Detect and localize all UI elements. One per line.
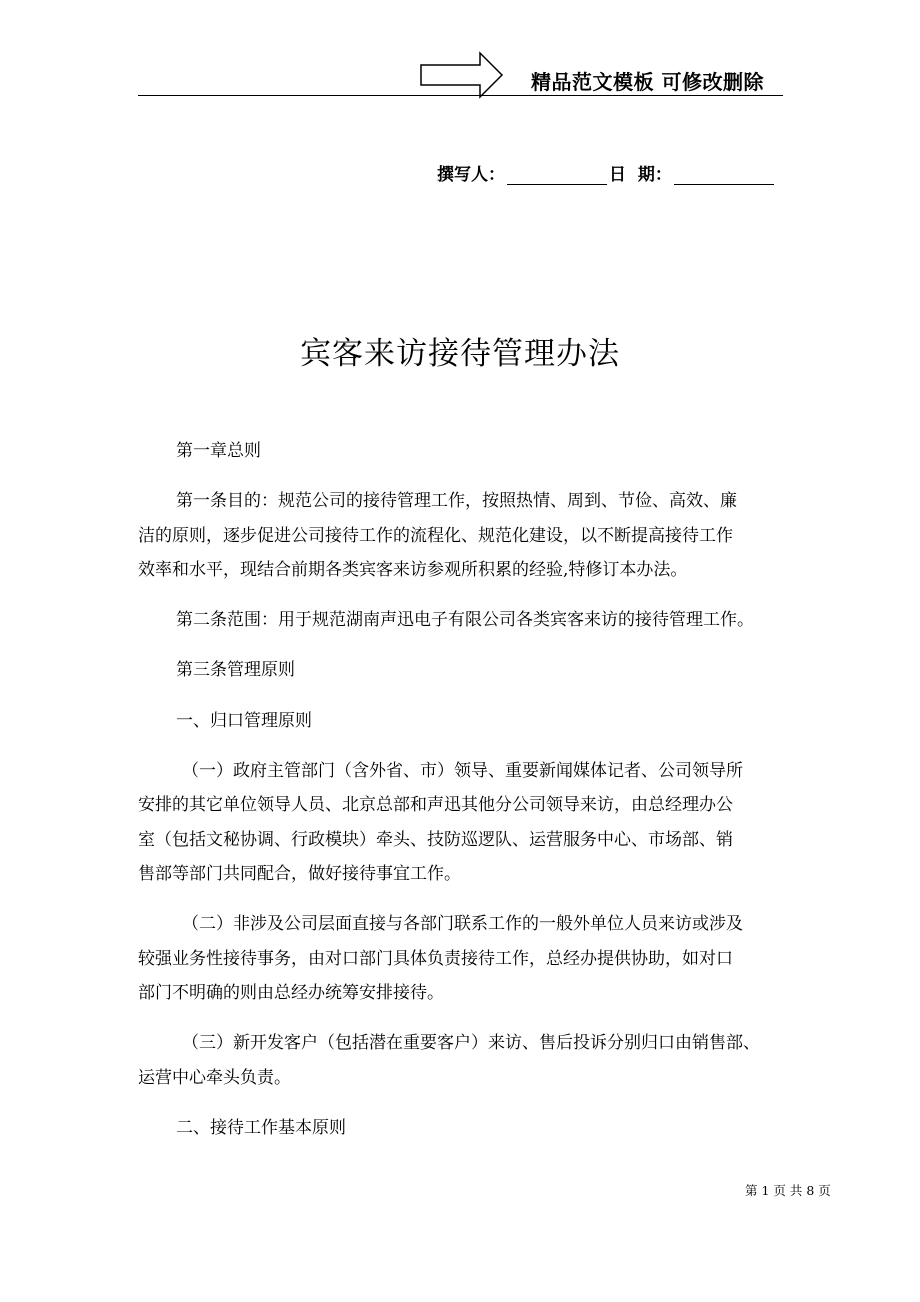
- page-number: 第 1 页 共 8 页: [745, 1183, 831, 1198]
- paragraph: [138, 1026, 802, 1095]
- author-date-line: [437, 160, 776, 185]
- paragraph: [138, 653, 802, 687]
- document-body: [138, 434, 802, 1161]
- paragraph: [138, 434, 802, 468]
- date-label: 日 期：: [609, 165, 672, 185]
- paragraph-line: 室（包括文秘协调、行政模块）牵头、技防巡逻队、运营服务中心、市场部、销: [138, 829, 733, 850]
- author-label: 撰写人：: [437, 165, 505, 185]
- paragraph-line: 第三条管理原则: [176, 660, 295, 681]
- author-blank: [507, 166, 607, 185]
- paragraph-line: 第二条范围：用于规范湖南声迅电子有限公司各类宾客来访的接待管理工作。: [176, 610, 754, 631]
- paragraph: [138, 1111, 802, 1145]
- paragraph-line: 一、归口管理原则: [176, 710, 312, 731]
- document-title: 宾客来访接待管理办法: [300, 336, 620, 372]
- header-label: 精品范文模板 可修改删除: [531, 70, 764, 94]
- paragraph-line: 安排的其它单位领导人员、北京总部和声迅其他分公司领导来访，由总经理办公: [138, 795, 733, 816]
- paragraph-line: 效率和水平，现结合前期各类宾客来访参观所积累的经验,特修订本办法。: [138, 560, 688, 581]
- paragraph: [138, 754, 802, 892]
- paragraph: [138, 907, 802, 1010]
- paragraph: [138, 603, 802, 637]
- paragraph-line: 二、接待工作基本原则: [176, 1117, 346, 1138]
- paragraph: [138, 704, 802, 738]
- paragraph-line: 较强业务性接待事务，由对口部门具体负责接待工作，总经办提供协助，如对口: [138, 948, 733, 969]
- paragraph-line: 部门不明确的则由总经办统筹安排接待。: [138, 983, 444, 1004]
- paragraph-line: （一）政府主管部门（含外省、市）领导、重要新闻媒体记者、公司领导所: [182, 760, 743, 781]
- header-divider: [138, 95, 783, 96]
- paragraph-line: 第一章总则: [176, 441, 261, 461]
- paragraph-line: 运营中心牵头负责。: [138, 1067, 291, 1088]
- paragraph-line: 洁的原则，逐步促进公司接待工作的流程化、规范化建设，以不断提高接待工作: [138, 525, 733, 546]
- paragraph-line: 第一条目的：规范公司的接待管理工作，按照热情、周到、节俭、高效、廉: [176, 491, 737, 512]
- paragraph-line: 售部等部门共同配合，做好接待事宜工作。: [138, 864, 461, 885]
- paragraph-line: （三）新开发客户（包括潜在重要客户）来访、售后投诉分别归口由销售部、: [182, 1033, 760, 1054]
- date-blank: [674, 166, 774, 185]
- paragraph-line: （二）非涉及公司层面直接与各部门联系工作的一般外单位人员来访或涉及: [182, 914, 743, 935]
- paragraph: [138, 484, 802, 587]
